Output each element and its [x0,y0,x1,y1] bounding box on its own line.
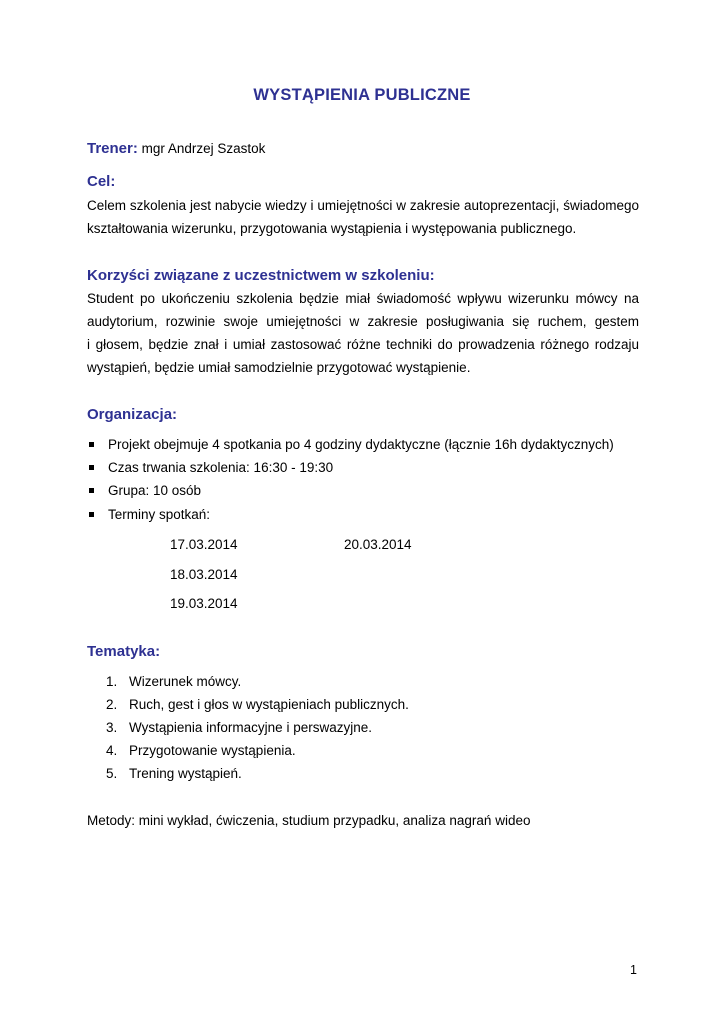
goal-line-2: kształtowania wizerunku, przygotowania wystąpienia i występowania publicznego. [87,221,577,236]
bullet-square-icon [89,488,94,493]
topic-number: 4. [106,743,118,758]
topic-number: 2. [106,697,118,712]
trainer-label: Trener: [87,140,138,157]
bullet-square-icon [89,442,94,447]
goal-heading: Cel: [87,173,116,190]
goal-text [87,198,639,244]
topic-item: Wystąpienia informacyjne i perswazyjne. [129,720,372,735]
topic-item: Trening wystąpień. [129,766,242,781]
benefits-text [87,291,639,383]
benefits-line-1: Student po ukończeniu szkolenia będzie miał świadomość wpływu wizerunku mówcy na [87,291,639,306]
trainer-line [87,140,265,157]
topic-number: 3. [106,720,118,735]
organization-item-group: Grupa: 10 osób [108,483,202,498]
topic-item: Przygotowanie wystąpienia. [129,743,296,758]
benefits-line-2: audytorium, rozwinie swoje umiejętności w zakresie posługiwania się ruchem, gestem [87,314,639,329]
meeting-date: 18.03.2014 [170,567,238,582]
organization-item-duration: Czas trwania szkolenia: 16:30 - 19:30 [108,460,334,475]
methods-text: Metody: mini wykład, ćwiczenia, studium przypadku, analiza nagrań wideo [87,813,531,828]
organization-heading: Organizacja: [87,406,178,423]
meeting-date: 17.03.2014 [170,537,238,552]
topics-heading: Tematyka: [87,643,161,660]
bullet-square-icon [89,465,94,470]
benefits-line-4: wystąpień, będzie umiał samodzielnie przygotować wystąpienie. [87,360,471,375]
meeting-date: 20.03.2014 [344,537,412,552]
topic-number: 1. [106,674,118,689]
topic-item: Wizerunek mówcy. [129,674,242,689]
topic-number: 5. [106,766,118,781]
benefits-heading: Korzyści związane z uczestnictwem w szkoleniu: [87,267,435,284]
meeting-date: 19.03.2014 [170,596,238,611]
topic-item: Ruch, gest i głos w wystąpieniach publicznych. [129,697,409,712]
organization-item-meetings: Projekt obejmuje 4 spotkania po 4 godziny dydaktyczne (łącznie 16h dydaktycznych) [108,437,614,452]
organization-item-dates: Terminy spotkań: [108,507,211,522]
trainer-name: mgr Andrzej Szastok [141,141,266,156]
document-title: WYSTĄPIENIA PUBLICZNE [253,86,471,104]
bullet-square-icon [89,512,94,517]
goal-line-1: Celem szkolenia jest nabycie wiedzy i umiejętności w zakresie autoprezentacji, świadomego [87,198,639,213]
page-number: 1 [630,963,637,977]
benefits-line-3: i głosem, będzie znał i umiał zastosować różne techniki do prowadzenia różnego rodzaju [87,337,639,352]
